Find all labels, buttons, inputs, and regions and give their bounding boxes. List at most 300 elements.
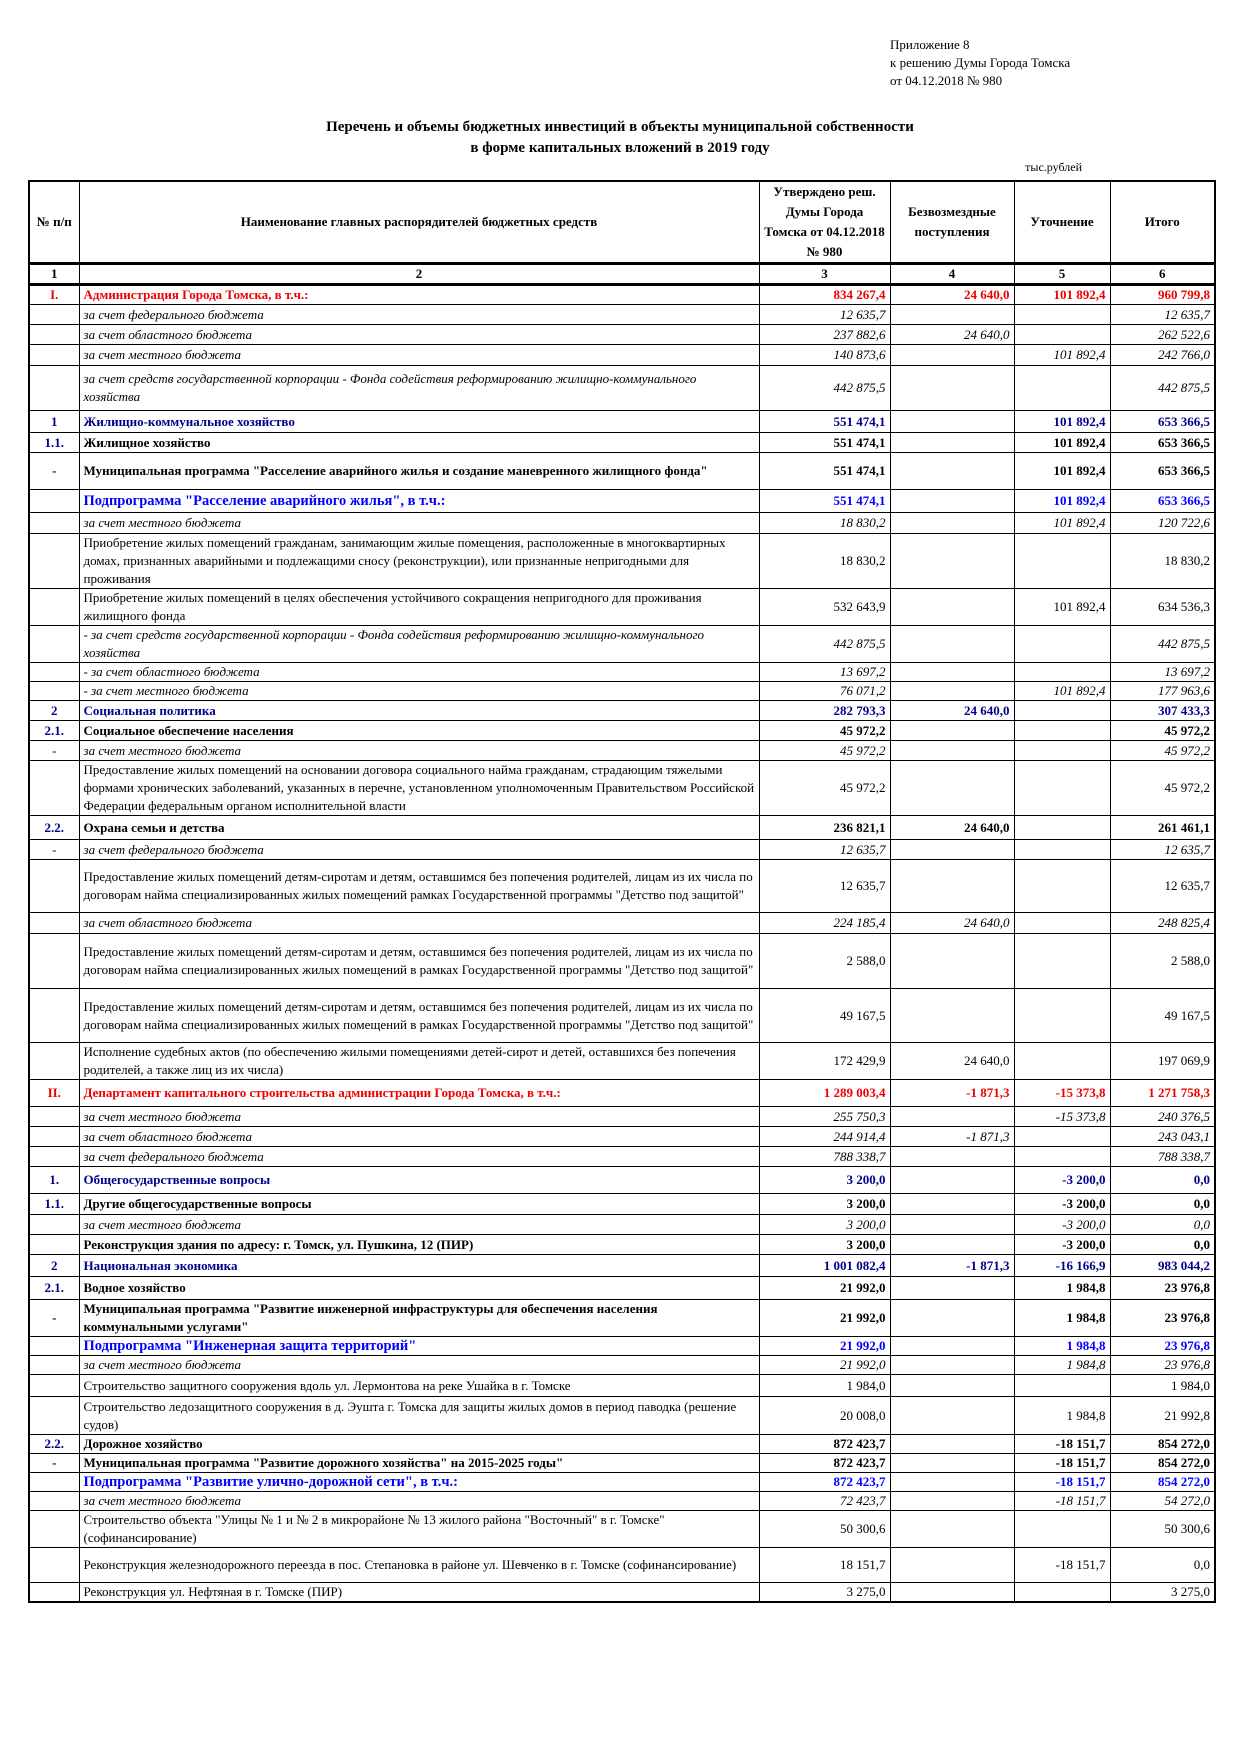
grants-value	[890, 1277, 1014, 1300]
row-number: 1.1.	[29, 1194, 79, 1215]
adjustment-value	[1014, 305, 1110, 325]
table-row	[29, 1235, 1215, 1255]
adjustment-value: -3 200,0	[1014, 1167, 1110, 1194]
total-value: 49 167,5	[1110, 989, 1215, 1043]
grants-value	[890, 1194, 1014, 1215]
total-value: 653 366,5	[1110, 490, 1215, 513]
table-row	[29, 626, 1215, 663]
approved-value: 21 992,0	[759, 1300, 890, 1337]
grants-value: 24 640,0	[890, 816, 1014, 840]
row-name: за счет областного бюджета	[79, 1127, 759, 1147]
total-value: 1 271 758,3	[1110, 1080, 1215, 1107]
adjustment-value	[1014, 325, 1110, 345]
approved-value: 872 423,7	[759, 1454, 890, 1473]
investment-table	[28, 180, 1216, 1603]
row-name: Строительство объекта "Улицы № 1 и № 2 в микрорайоне № 13 жилого района "Восточный" в г. Томске" (софинансирование)	[79, 1511, 759, 1548]
adjustment-value: -15 373,8	[1014, 1080, 1110, 1107]
row-number	[29, 1375, 79, 1397]
row-name: за счет федерального бюджета	[79, 1147, 759, 1167]
adjustment-value	[1014, 1147, 1110, 1167]
row-name: Реконструкция здания по адресу: г. Томск, ул. Пушкина, 12 (ПИР)	[79, 1235, 759, 1255]
grants-value	[890, 626, 1014, 663]
row-number	[29, 934, 79, 989]
row-number: 2	[29, 1255, 79, 1277]
approved-value: 12 635,7	[759, 860, 890, 913]
approved-value: 18 830,2	[759, 513, 890, 534]
total-value: 12 635,7	[1110, 305, 1215, 325]
row-number	[29, 1397, 79, 1435]
adjustment-value: -15 373,8	[1014, 1107, 1110, 1127]
grants-value	[890, 682, 1014, 701]
table-row	[29, 534, 1215, 589]
header-approved: Утверждено реш. Думы Города Томска от 04.12.2018 № 980	[759, 181, 890, 264]
adjustment-value: -18 151,7	[1014, 1435, 1110, 1454]
row-name: Строительство защитного сооружения вдоль ул. Лермонтова на реке Ушайка в г. Томске	[79, 1375, 759, 1397]
approved-value: 1 984,0	[759, 1375, 890, 1397]
adjustment-value: -18 151,7	[1014, 1492, 1110, 1511]
adjustment-value: 1 984,8	[1014, 1277, 1110, 1300]
table-row	[29, 1583, 1215, 1603]
approved-value: 1 289 003,4	[759, 1080, 890, 1107]
row-number	[29, 1492, 79, 1511]
row-name: Общегосударственные вопросы	[79, 1167, 759, 1194]
row-name: Предоставление жилых помещений на основании договора социального найма гражданам, страдающим тяжелыми формами хронических заболеваний, указанных в перечне, установленном уполномоченным Правительством Российской Федерации федеральным органом исполнительной власти	[79, 761, 759, 816]
total-value: 960 799,8	[1110, 285, 1215, 305]
row-name: Муниципальная программа "Развитие инженерной инфраструктуры для обеспечения населения коммунальными услугами"	[79, 1300, 759, 1337]
column-number: 1	[29, 264, 79, 285]
total-value: 23 976,8	[1110, 1356, 1215, 1375]
row-number	[29, 682, 79, 701]
approved-value: 834 267,4	[759, 285, 890, 305]
table-row	[29, 934, 1215, 989]
adjustment-value: 101 892,4	[1014, 682, 1110, 701]
table-row	[29, 1548, 1215, 1583]
total-value: 45 972,2	[1110, 721, 1215, 741]
total-value: 18 830,2	[1110, 534, 1215, 589]
table-row	[29, 1300, 1215, 1337]
row-number	[29, 1473, 79, 1492]
adjustment-value	[1014, 761, 1110, 816]
adjustment-value: -16 166,9	[1014, 1255, 1110, 1277]
total-value: 788 338,7	[1110, 1147, 1215, 1167]
row-name: - за счет областного бюджета	[79, 663, 759, 682]
grants-value	[890, 534, 1014, 589]
approved-value: 3 200,0	[759, 1167, 890, 1194]
row-name: за счет средств государственной корпорации - Фонда содействия реформированию жилищно-коммунального хозяйства	[79, 366, 759, 411]
table-row	[29, 741, 1215, 761]
adjustment-value: 101 892,4	[1014, 345, 1110, 366]
column-number-row	[29, 264, 1215, 285]
approved-value: 872 423,7	[759, 1473, 890, 1492]
approved-value: 13 697,2	[759, 663, 890, 682]
total-value: 12 635,7	[1110, 860, 1215, 913]
grants-value: 24 640,0	[890, 325, 1014, 345]
row-number	[29, 989, 79, 1043]
approved-value: 237 882,6	[759, 325, 890, 345]
grants-value	[890, 1583, 1014, 1603]
row-name: Жилищно-коммунальное хозяйство	[79, 411, 759, 433]
grants-value	[890, 345, 1014, 366]
row-name: Предоставление жилых помещений детям-сиротам и детям, оставшимся без попечения родителей, лицам из их числа по договорам найма специализированных жилых помещений в рамках Государственной программы "Детство под защитой"	[79, 989, 759, 1043]
row-number	[29, 513, 79, 534]
total-value: 243 043,1	[1110, 1127, 1215, 1147]
grants-value	[890, 433, 1014, 453]
approved-value: 532 643,9	[759, 589, 890, 626]
adjustment-value	[1014, 1043, 1110, 1080]
grants-value: -1 871,3	[890, 1255, 1014, 1277]
approved-value: 172 429,9	[759, 1043, 890, 1080]
total-value: 13 697,2	[1110, 663, 1215, 682]
row-number	[29, 1127, 79, 1147]
row-number	[29, 1215, 79, 1235]
row-number	[29, 1147, 79, 1167]
adjustment-value: -18 151,7	[1014, 1548, 1110, 1583]
row-name: Предоставление жилых помещений детям-сиротам и детям, оставшимся без попечения родителей, лицам из их числа по договорам найма специализированных жилых помещений рамках Государственной программы "Детство под защитой"	[79, 860, 759, 913]
header-adjustment: Уточнение	[1014, 181, 1110, 264]
adjustment-value: 101 892,4	[1014, 513, 1110, 534]
row-name: Жилищное хозяйство	[79, 433, 759, 453]
grants-value	[890, 411, 1014, 433]
row-number	[29, 366, 79, 411]
grants-value	[890, 1235, 1014, 1255]
grants-value: 24 640,0	[890, 1043, 1014, 1080]
adjustment-value: 101 892,4	[1014, 453, 1110, 490]
row-number	[29, 1356, 79, 1375]
grants-value	[890, 663, 1014, 682]
row-number: -	[29, 741, 79, 761]
row-number: 1	[29, 411, 79, 433]
approved-value: 12 635,7	[759, 840, 890, 860]
table-row	[29, 366, 1215, 411]
approved-value: 551 474,1	[759, 490, 890, 513]
table-row	[29, 1454, 1215, 1473]
row-number	[29, 325, 79, 345]
adjustment-value	[1014, 663, 1110, 682]
approved-value: 50 300,6	[759, 1511, 890, 1548]
table-row	[29, 1080, 1215, 1107]
title-line: Перечень и объемы бюджетных инвестиций в объекты муниципальной собственности	[326, 119, 914, 135]
grants-value	[890, 934, 1014, 989]
row-number: 1.1.	[29, 433, 79, 453]
table-row	[29, 285, 1215, 305]
row-number: 2	[29, 701, 79, 721]
header-grants: Безвозмездные поступления	[890, 181, 1014, 264]
row-number	[29, 1043, 79, 1080]
row-name: Реконструкция железнодорожного переезда в пос. Степановка в районе ул. Шевченко в г. Томске (софинансирование)	[79, 1548, 759, 1583]
row-name: Водное хозяйство	[79, 1277, 759, 1300]
adjustment-value: 1 984,8	[1014, 1356, 1110, 1375]
row-number	[29, 589, 79, 626]
grants-value	[890, 1215, 1014, 1235]
adjustment-value	[1014, 913, 1110, 934]
row-number	[29, 626, 79, 663]
row-name: Охрана семьи и детства	[79, 816, 759, 840]
grants-value	[890, 1511, 1014, 1548]
approved-value: 551 474,1	[759, 433, 890, 453]
grants-value	[890, 1356, 1014, 1375]
total-value: 177 963,6	[1110, 682, 1215, 701]
table-row	[29, 1492, 1215, 1511]
total-value: 248 825,4	[1110, 913, 1215, 934]
row-name: Приобретение жилых помещений в целях обеспечения устойчивого сокращения непригодного для проживания жилищного фонда	[79, 589, 759, 626]
approved-value: 45 972,2	[759, 741, 890, 761]
approved-value: 72 423,7	[759, 1492, 890, 1511]
table-row	[29, 1511, 1215, 1548]
grants-value	[890, 1167, 1014, 1194]
row-number: -	[29, 1300, 79, 1337]
total-value: 0,0	[1110, 1194, 1215, 1215]
approved-value: 76 071,2	[759, 682, 890, 701]
table-row	[29, 816, 1215, 840]
total-value: 854 272,0	[1110, 1435, 1215, 1454]
adjustment-value	[1014, 721, 1110, 741]
table-row	[29, 1375, 1215, 1397]
table-row	[29, 345, 1215, 366]
approved-value: 551 474,1	[759, 411, 890, 433]
adjustment-value	[1014, 701, 1110, 721]
table-row	[29, 1215, 1215, 1235]
approved-value: 244 914,4	[759, 1127, 890, 1147]
total-value: 262 522,6	[1110, 325, 1215, 345]
header-name: Наименование главных распорядителей бюджетных средств	[79, 181, 759, 264]
table-row	[29, 1043, 1215, 1080]
grants-value	[890, 589, 1014, 626]
row-name: Подпрограмма "Расселение аварийного жилья", в т.ч.:	[79, 490, 759, 513]
row-name: Национальная экономика	[79, 1255, 759, 1277]
adjustment-value	[1014, 934, 1110, 989]
total-value: 45 972,2	[1110, 761, 1215, 816]
total-value: 0,0	[1110, 1167, 1215, 1194]
approved-value: 442 875,5	[759, 626, 890, 663]
table-row	[29, 1255, 1215, 1277]
table-row	[29, 1167, 1215, 1194]
row-name: Подпрограмма "Развитие улично-дорожной сети", в т.ч.:	[79, 1473, 759, 1492]
row-name: Подпрограмма "Инженерная защита территорий"	[79, 1337, 759, 1356]
row-name: за счет областного бюджета	[79, 913, 759, 934]
row-number: II.	[29, 1080, 79, 1107]
total-value: 0,0	[1110, 1235, 1215, 1255]
adjustment-value	[1014, 1511, 1110, 1548]
grants-value	[890, 1147, 1014, 1167]
total-value: 54 272,0	[1110, 1492, 1215, 1511]
total-value: 261 461,1	[1110, 816, 1215, 840]
adjustment-value: -18 151,7	[1014, 1454, 1110, 1473]
table-row	[29, 1397, 1215, 1435]
row-number	[29, 761, 79, 816]
row-name: Муниципальная программа "Расселение аварийного жилья и создание маневренного жилищного фонда"	[79, 453, 759, 490]
row-number	[29, 534, 79, 589]
row-name: за счет местного бюджета	[79, 741, 759, 761]
column-number: 4	[890, 264, 1014, 285]
grants-value	[890, 721, 1014, 741]
row-name: Дорожное хозяйство	[79, 1435, 759, 1454]
row-number	[29, 1337, 79, 1356]
row-number	[29, 1235, 79, 1255]
table-row	[29, 682, 1215, 701]
total-value: 21 992,8	[1110, 1397, 1215, 1435]
total-value: 653 366,5	[1110, 411, 1215, 433]
total-value: 442 875,5	[1110, 626, 1215, 663]
table-row	[29, 913, 1215, 934]
table-row	[29, 989, 1215, 1043]
total-value: 1 984,0	[1110, 1375, 1215, 1397]
adjustment-value	[1014, 840, 1110, 860]
total-value: 854 272,0	[1110, 1473, 1215, 1492]
approved-value: 12 635,7	[759, 305, 890, 325]
row-number: I.	[29, 285, 79, 305]
row-number: 2.2.	[29, 1435, 79, 1454]
grants-value	[890, 1435, 1014, 1454]
adjustment-value	[1014, 1583, 1110, 1603]
row-name: Другие общегосударственные вопросы	[79, 1194, 759, 1215]
approved-value: 3 200,0	[759, 1235, 890, 1255]
approved-value: 20 008,0	[759, 1397, 890, 1435]
total-value: 653 366,5	[1110, 433, 1215, 453]
table-row	[29, 513, 1215, 534]
row-name: за счет областного бюджета	[79, 325, 759, 345]
adjustment-value	[1014, 989, 1110, 1043]
row-name: Администрация Города Томска, в т.ч.:	[79, 285, 759, 305]
total-value: 0,0	[1110, 1215, 1215, 1235]
grants-value	[890, 490, 1014, 513]
row-number	[29, 490, 79, 513]
adjustment-value	[1014, 860, 1110, 913]
adjustment-value: 101 892,4	[1014, 411, 1110, 433]
adjustment-value	[1014, 741, 1110, 761]
row-name: за счет местного бюджета	[79, 1215, 759, 1235]
table-row	[29, 840, 1215, 860]
row-name: Строительство ледозащитного сооружения в д. Эушта г. Томска для защиты жилых домов в период паводка (решение судов)	[79, 1397, 759, 1435]
adjustment-value	[1014, 626, 1110, 663]
table-row	[29, 305, 1215, 325]
grants-value	[890, 741, 1014, 761]
approved-value: 236 821,1	[759, 816, 890, 840]
grants-value	[890, 840, 1014, 860]
row-name: Исполнение судебных актов (по обеспечению жилыми помещениями детей-сирот и детей, оставшихся без попечения родителей, а также лиц из их числа)	[79, 1043, 759, 1080]
row-name: за счет местного бюджета	[79, 513, 759, 534]
grants-value	[890, 1397, 1014, 1435]
row-name: за счет местного бюджета	[79, 345, 759, 366]
grants-value	[890, 513, 1014, 534]
total-value: 23 976,8	[1110, 1277, 1215, 1300]
table-row	[29, 1277, 1215, 1300]
row-number: 1.	[29, 1167, 79, 1194]
adjustment-value: 101 892,4	[1014, 589, 1110, 626]
approved-value: 1 001 082,4	[759, 1255, 890, 1277]
row-name: Реконструкция ул. Нефтяная в г. Томске (ПИР)	[79, 1583, 759, 1603]
row-number: 2.2.	[29, 816, 79, 840]
row-number	[29, 860, 79, 913]
table-row	[29, 1473, 1215, 1492]
approved-value: 45 972,2	[759, 721, 890, 741]
row-name: - за счет средств государственной корпорации - Фонда содействия реформированию жилищно-коммунального хозяйства	[79, 626, 759, 663]
adjustment-value	[1014, 1375, 1110, 1397]
grants-value	[890, 1473, 1014, 1492]
table-row	[29, 1107, 1215, 1127]
row-name: за счет местного бюджета	[79, 1492, 759, 1511]
grants-value	[890, 1107, 1014, 1127]
approved-value: 3 200,0	[759, 1194, 890, 1215]
approved-value: 2 588,0	[759, 934, 890, 989]
header-row	[29, 181, 1215, 264]
row-name: - за счет местного бюджета	[79, 682, 759, 701]
row-number	[29, 1548, 79, 1583]
total-value: 120 722,6	[1110, 513, 1215, 534]
grants-value: 24 640,0	[890, 913, 1014, 934]
total-value: 3 275,0	[1110, 1583, 1215, 1603]
row-name: за счет федерального бюджета	[79, 305, 759, 325]
header-number: № п/п	[29, 181, 79, 264]
table-row	[29, 1435, 1215, 1454]
adjustment-value: -3 200,0	[1014, 1194, 1110, 1215]
adjustment-value	[1014, 1127, 1110, 1147]
row-number	[29, 663, 79, 682]
adjustment-value: -18 151,7	[1014, 1473, 1110, 1492]
total-value: 240 376,5	[1110, 1107, 1215, 1127]
table-row	[29, 453, 1215, 490]
table-row	[29, 701, 1215, 721]
grants-value	[890, 1492, 1014, 1511]
grants-value	[890, 1548, 1014, 1583]
adjustment-value	[1014, 816, 1110, 840]
approved-value: 21 992,0	[759, 1337, 890, 1356]
table-row	[29, 325, 1215, 345]
approved-value: 442 875,5	[759, 366, 890, 411]
column-number: 6	[1110, 264, 1215, 285]
grants-value: -1 871,3	[890, 1127, 1014, 1147]
column-number: 5	[1014, 264, 1110, 285]
approved-value: 49 167,5	[759, 989, 890, 1043]
approved-value: 255 750,3	[759, 1107, 890, 1127]
approved-value: 3 275,0	[759, 1583, 890, 1603]
table-row	[29, 411, 1215, 433]
approval-line: к решению Думы Города Томска	[890, 55, 1071, 70]
approved-value: 551 474,1	[759, 453, 890, 490]
grants-value	[890, 366, 1014, 411]
total-value: 2 588,0	[1110, 934, 1215, 989]
approved-value: 282 793,3	[759, 701, 890, 721]
table-row	[29, 1147, 1215, 1167]
grants-value	[890, 860, 1014, 913]
adjustment-value: 101 892,4	[1014, 285, 1110, 305]
row-number: -	[29, 1454, 79, 1473]
grants-value: -1 871,3	[890, 1080, 1014, 1107]
total-value: 653 366,5	[1110, 453, 1215, 490]
header-total: Итого	[1110, 181, 1215, 264]
table-row	[29, 490, 1215, 513]
grants-value: 24 640,0	[890, 285, 1014, 305]
table-row	[29, 1356, 1215, 1375]
approved-value: 21 992,0	[759, 1356, 890, 1375]
grants-value	[890, 761, 1014, 816]
grants-value	[890, 1375, 1014, 1397]
table-row	[29, 1337, 1215, 1356]
total-value: 242 766,0	[1110, 345, 1215, 366]
row-name: за счет местного бюджета	[79, 1107, 759, 1127]
grants-value	[890, 1337, 1014, 1356]
row-number	[29, 1107, 79, 1127]
row-name: Социальная политика	[79, 701, 759, 721]
approval-note	[890, 36, 1070, 90]
approval-line: от 04.12.2018 № 980	[890, 73, 1003, 88]
row-number: 2.1.	[29, 721, 79, 741]
row-name: Приобретение жилых помещений гражданам, занимающим жилые помещения, расположенные в многоквартирных домах, признанных аварийными и подлежащими сносу (реконструкции), или признанные непригодными для проживания	[79, 534, 759, 589]
table-row	[29, 663, 1215, 682]
row-name: Предоставление жилых помещений детям-сиротам и детям, оставшимся без попечения родителей, лицам из их числа по договорам найма специализированных жилых помещений в рамках Государственной программы "Детство под защитой"	[79, 934, 759, 989]
grants-value	[890, 1300, 1014, 1337]
table-row	[29, 589, 1215, 626]
table-row	[29, 433, 1215, 453]
